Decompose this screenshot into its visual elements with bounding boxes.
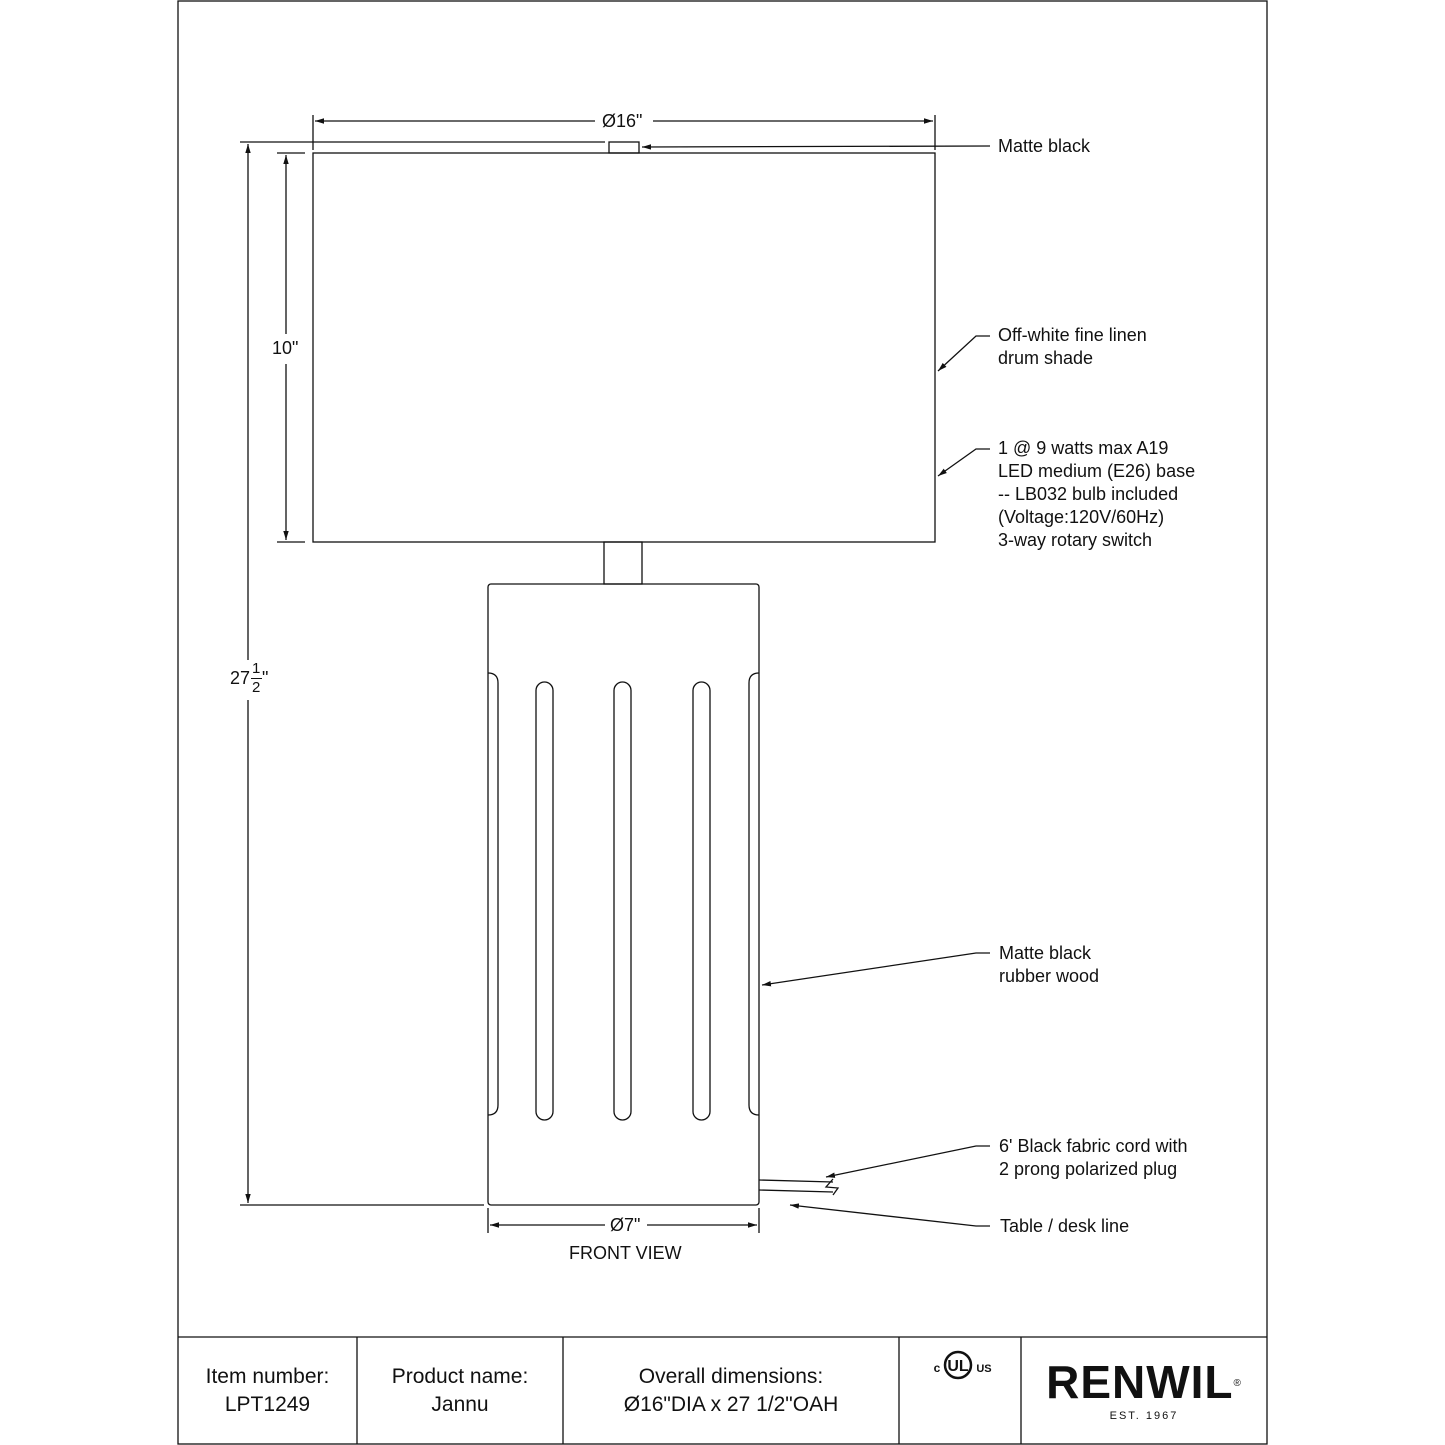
leader-bulb [938,449,990,476]
shade-height-label: 10" [272,338,299,358]
svg-text:US: US [976,1363,992,1375]
overall-height-unit: " [262,668,269,688]
cord-line [759,1180,833,1182]
finial [609,142,639,153]
leader-body [762,953,990,985]
callout-table-line: Table / desk line [1000,1216,1130,1236]
brand-registered-mark: ® [1233,1377,1242,1389]
brand-name: RENWIL [1046,1355,1234,1408]
callout-bulb: 1 @ 9 watts max A19 LED medium (E26) base -- LB032 bulb included (Voltage:120V/60Hz) 3-way rotary switch [998,438,1196,550]
leader-cord [826,1146,990,1177]
product-name-value: Jannu [431,1392,489,1416]
item-number-label: Item number: [205,1364,330,1388]
body-slot [536,682,553,1120]
callout-body: Matte black rubber wood [999,943,1100,986]
overall-height-label [230,661,270,697]
callout-finial: Matte black [998,136,1091,156]
brand-logo [1021,1337,1267,1444]
callout-shade: Off-white fine linen drum shade [998,325,1147,368]
lamp-body [488,584,759,1205]
leader-shade [938,336,990,371]
lamp-neck [604,542,642,584]
view-label: FRONT VIEW [569,1243,682,1263]
body-slot [614,682,631,1120]
product-name-label: Product name: [391,1364,529,1388]
overall-dimensions-value: Ø16"DIA x 27 1/2"OAH [623,1392,839,1416]
svg-text:UL: UL [947,1358,969,1375]
body-side-groove-left [488,673,498,1115]
drum-shade [313,153,935,542]
overall-dimensions-cell [563,1337,899,1444]
body-side-groove-right [749,673,759,1115]
item-number-value: LPT1249 [224,1392,311,1416]
svg-text:c: c [933,1361,941,1375]
shade-diameter-label: Ø16" [602,111,643,131]
ul-listed-icon [934,1352,992,1378]
overall-height-numerator: 1 [252,660,261,677]
product-name-cell [357,1337,563,1444]
body-slot [693,682,710,1120]
overall-dimensions-label: Overall dimensions: [638,1364,824,1388]
brand-established: EST. 1967 [1109,1409,1179,1422]
item-number-cell [178,1337,357,1444]
base-diameter-label: Ø7" [610,1215,641,1235]
overall-height-whole: 27 [230,668,251,688]
leader-finial [642,146,990,147]
leader-table [790,1205,990,1226]
overall-height-denominator: 2 [252,679,261,696]
callout-cord: 6' Black fabric cord with 2 prong polarized plug [999,1136,1188,1179]
